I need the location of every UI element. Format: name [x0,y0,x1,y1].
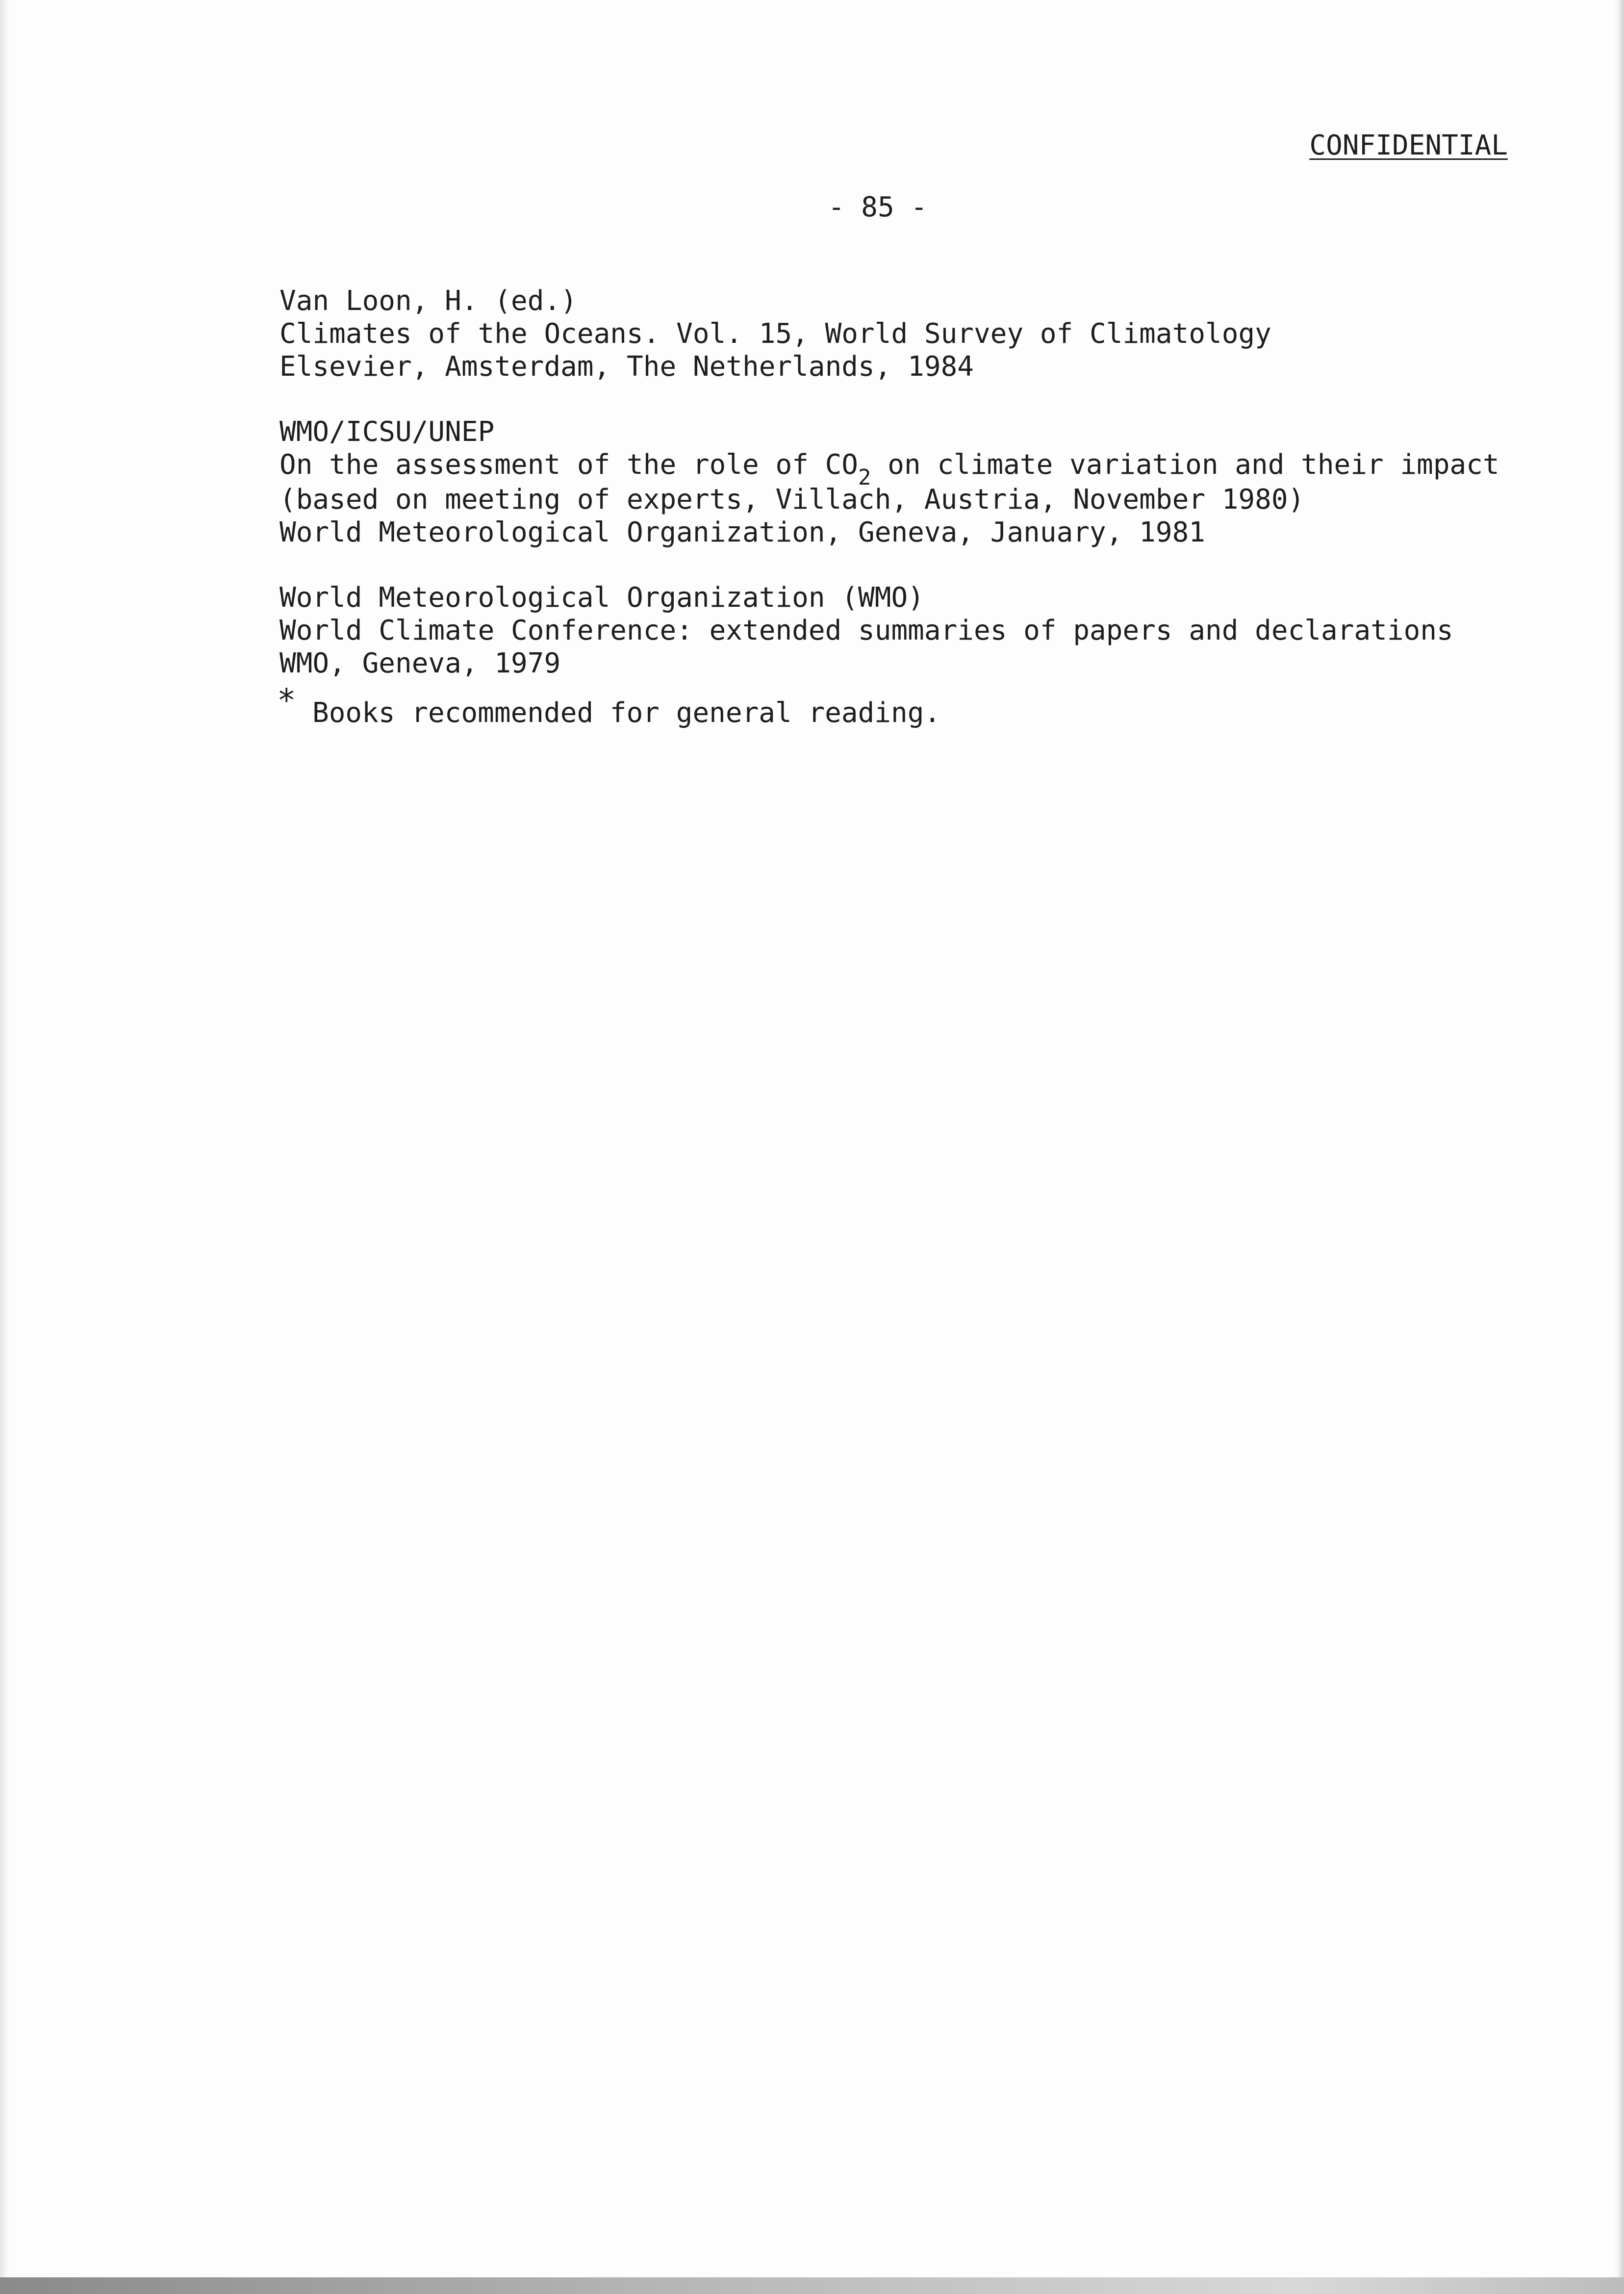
co2-subscript: 2 [858,465,871,490]
reference-title-part: on climate variation and their impact [871,449,1499,481]
reference-publisher: Elsevier, Amsterdam, The Netherlands, 1984 [279,351,974,383]
reference-title: World Climate Conference: extended summaries of papers and declarations [279,615,1453,646]
reference-author: WMO/ICSU/UNEP [279,416,495,448]
reference-title: Climates of the Oceans. Vol. 15, World Survey of Climatology [279,318,1271,350]
reference-list [279,284,1515,712]
reference-title-part: On the assessment of the role of CO [279,449,859,481]
page-right-edge-shadow [1613,0,1624,2294]
classification-label: CONFIDENTIAL [1309,129,1508,161]
reference-publisher: WMO, Geneva, 1979 [279,647,561,679]
reference-title-continued: (based on meeting of experts, Villach, Austria, November 1980) [279,484,1305,516]
reference-entry-van-loon [279,284,1515,383]
reference-author: Van Loon, H. (ed.) [279,285,577,317]
reference-title [279,448,1515,490]
reference-author: World Meteorological Organization (WMO) [279,582,924,614]
page-left-edge-shadow [0,0,9,2294]
page-number: - 85 - [828,191,928,223]
reference-entry-wmo [279,581,1515,680]
reference-publisher: World Meteorological Organization, Geneva, January, 1981 [279,516,1206,548]
footnote [277,683,941,729]
footnote-text: Books recommended for general reading. [312,697,941,729]
page-bottom-edge-shadow [0,2277,1624,2294]
reference-entry-wmo-icsu-unep [279,415,1515,549]
footnote-asterisk: * [277,683,296,719]
